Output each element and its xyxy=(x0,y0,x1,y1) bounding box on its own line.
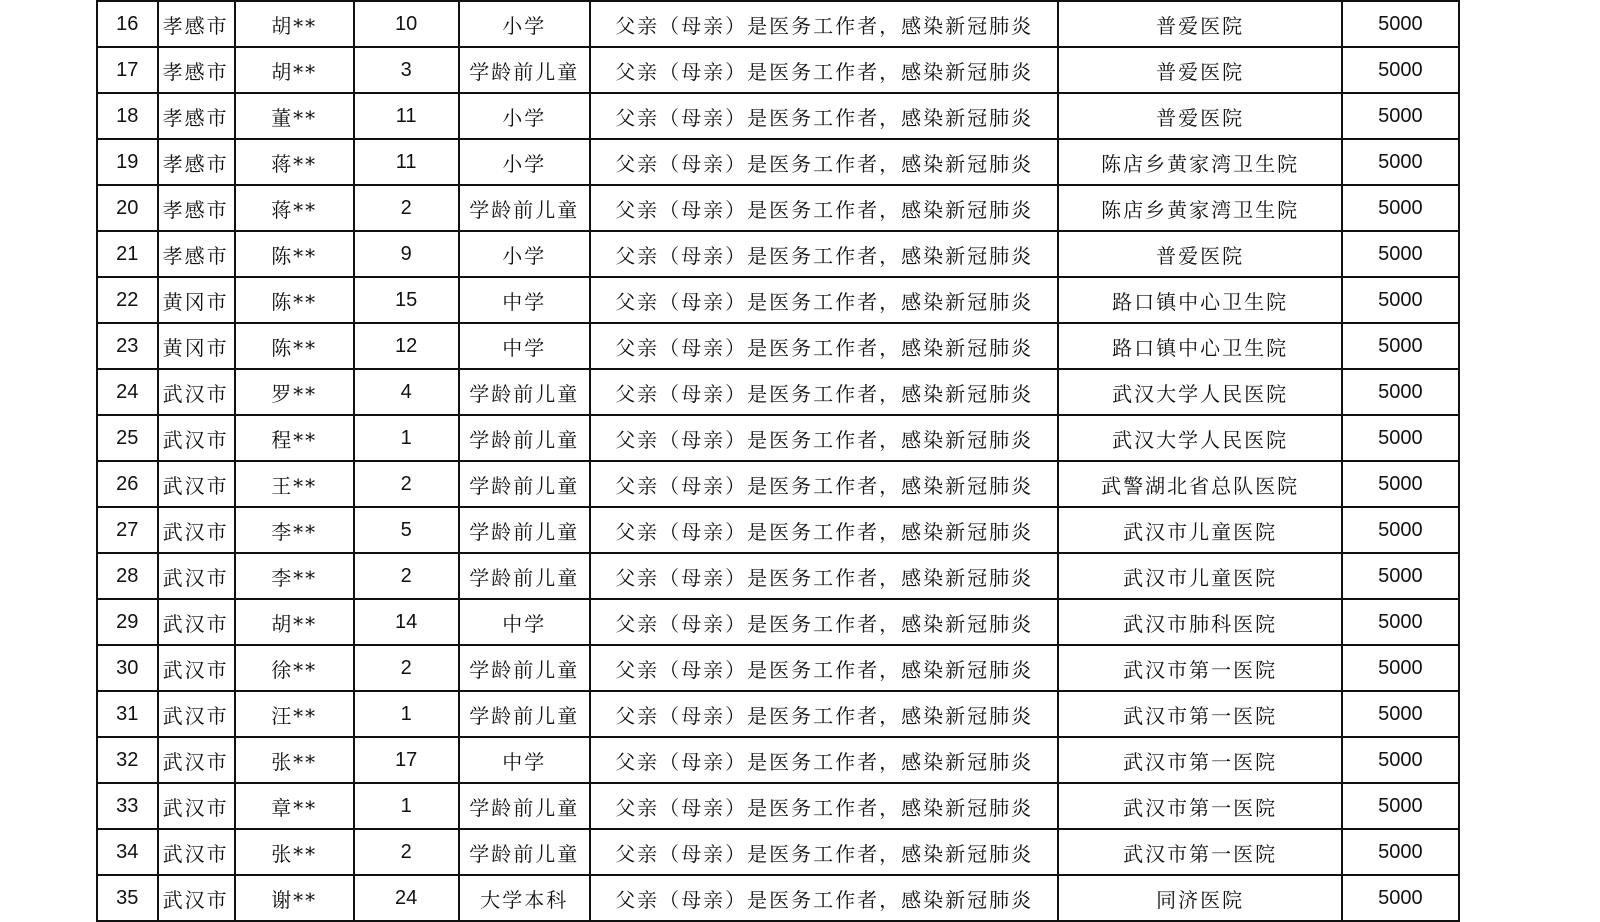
name-cell: 程** xyxy=(235,415,354,461)
reason-cell: 父亲（母亲）是医务工作者，感染新冠肺炎 xyxy=(590,829,1058,875)
amount-cell: 5000 xyxy=(1342,691,1459,737)
education-stage-cell: 小学 xyxy=(459,231,590,277)
hospital-cell: 武警湖北省总队医院 xyxy=(1058,461,1341,507)
age-cell: 2 xyxy=(354,553,459,599)
name-cell: 王** xyxy=(235,461,354,507)
hospital-cell: 武汉大学人民医院 xyxy=(1058,369,1341,415)
education-stage-cell: 学龄前儿童 xyxy=(459,829,590,875)
reason-cell: 父亲（母亲）是医务工作者，感染新冠肺炎 xyxy=(590,737,1058,783)
serial-number-cell: 34 xyxy=(97,829,158,875)
reason-cell: 父亲（母亲）是医务工作者，感染新冠肺炎 xyxy=(590,645,1058,691)
city-cell: 孝感市 xyxy=(158,139,235,185)
serial-number-cell: 27 xyxy=(97,507,158,553)
serial-number-cell: 33 xyxy=(97,783,158,829)
table-row xyxy=(97,277,1459,323)
age-cell: 11 xyxy=(354,139,459,185)
serial-number-cell: 22 xyxy=(97,277,158,323)
amount-cell: 5000 xyxy=(1342,599,1459,645)
name-cell: 张** xyxy=(235,737,354,783)
education-stage-cell: 学龄前儿童 xyxy=(459,369,590,415)
age-cell: 1 xyxy=(354,415,459,461)
name-cell: 章** xyxy=(235,783,354,829)
table-row xyxy=(97,645,1459,691)
name-cell: 徐** xyxy=(235,645,354,691)
table-row xyxy=(97,47,1459,93)
table-row xyxy=(97,553,1459,599)
amount-cell: 5000 xyxy=(1342,645,1459,691)
amount-cell: 5000 xyxy=(1342,875,1459,921)
reason-cell: 父亲（母亲）是医务工作者，感染新冠肺炎 xyxy=(590,47,1058,93)
city-cell: 武汉市 xyxy=(158,875,235,921)
education-stage-cell: 小学 xyxy=(459,1,590,47)
amount-cell: 5000 xyxy=(1342,829,1459,875)
amount-cell: 5000 xyxy=(1342,507,1459,553)
reason-cell: 父亲（母亲）是医务工作者，感染新冠肺炎 xyxy=(590,185,1058,231)
education-stage-cell: 学龄前儿童 xyxy=(459,507,590,553)
name-cell: 汪** xyxy=(235,691,354,737)
table-row xyxy=(97,461,1459,507)
serial-number-cell: 32 xyxy=(97,737,158,783)
amount-cell: 5000 xyxy=(1342,277,1459,323)
name-cell: 张** xyxy=(235,829,354,875)
serial-number-cell: 30 xyxy=(97,645,158,691)
hospital-cell: 武汉大学人民医院 xyxy=(1058,415,1341,461)
hospital-cell: 同济医院 xyxy=(1058,875,1341,921)
reason-cell: 父亲（母亲）是医务工作者，感染新冠肺炎 xyxy=(590,553,1058,599)
hospital-cell: 路口镇中心卫生院 xyxy=(1058,277,1341,323)
amount-cell: 5000 xyxy=(1342,553,1459,599)
city-cell: 孝感市 xyxy=(158,93,235,139)
name-cell: 董** xyxy=(235,93,354,139)
amount-cell: 5000 xyxy=(1342,185,1459,231)
education-stage-cell: 学龄前儿童 xyxy=(459,47,590,93)
age-cell: 4 xyxy=(354,369,459,415)
reason-cell: 父亲（母亲）是医务工作者，感染新冠肺炎 xyxy=(590,231,1058,277)
reason-cell: 父亲（母亲）是医务工作者，感染新冠肺炎 xyxy=(590,139,1058,185)
reason-cell: 父亲（母亲）是医务工作者，感染新冠肺炎 xyxy=(590,875,1058,921)
age-cell: 24 xyxy=(354,875,459,921)
hospital-cell: 陈店乡黄家湾卫生院 xyxy=(1058,139,1341,185)
city-cell: 武汉市 xyxy=(158,369,235,415)
amount-cell: 5000 xyxy=(1342,415,1459,461)
name-cell: 胡** xyxy=(235,47,354,93)
city-cell: 武汉市 xyxy=(158,829,235,875)
table-row xyxy=(97,1,1459,47)
city-cell: 武汉市 xyxy=(158,553,235,599)
education-stage-cell: 中学 xyxy=(459,323,590,369)
reason-cell: 父亲（母亲）是医务工作者，感染新冠肺炎 xyxy=(590,599,1058,645)
reason-cell: 父亲（母亲）是医务工作者，感染新冠肺炎 xyxy=(590,783,1058,829)
serial-number-cell: 18 xyxy=(97,93,158,139)
hospital-cell: 武汉市儿童医院 xyxy=(1058,553,1341,599)
name-cell: 罗** xyxy=(235,369,354,415)
reason-cell: 父亲（母亲）是医务工作者，感染新冠肺炎 xyxy=(590,461,1058,507)
serial-number-cell: 29 xyxy=(97,599,158,645)
hospital-cell: 普爱医院 xyxy=(1058,1,1341,47)
reason-cell: 父亲（母亲）是医务工作者，感染新冠肺炎 xyxy=(590,691,1058,737)
name-cell: 蒋** xyxy=(235,139,354,185)
education-stage-cell: 小学 xyxy=(459,93,590,139)
education-stage-cell: 小学 xyxy=(459,139,590,185)
table-row xyxy=(97,323,1459,369)
amount-cell: 5000 xyxy=(1342,1,1459,47)
city-cell: 孝感市 xyxy=(158,231,235,277)
age-cell: 1 xyxy=(354,691,459,737)
serial-number-cell: 17 xyxy=(97,47,158,93)
name-cell: 陈** xyxy=(235,323,354,369)
table-row xyxy=(97,599,1459,645)
amount-cell: 5000 xyxy=(1342,323,1459,369)
city-cell: 孝感市 xyxy=(158,185,235,231)
hospital-cell: 陈店乡黄家湾卫生院 xyxy=(1058,185,1341,231)
reason-cell: 父亲（母亲）是医务工作者，感染新冠肺炎 xyxy=(590,277,1058,323)
city-cell: 武汉市 xyxy=(158,645,235,691)
city-cell: 武汉市 xyxy=(158,737,235,783)
amount-cell: 5000 xyxy=(1342,783,1459,829)
hospital-cell: 普爱医院 xyxy=(1058,93,1341,139)
name-cell: 胡** xyxy=(235,1,354,47)
hospital-cell: 武汉市第一医院 xyxy=(1058,691,1341,737)
serial-number-cell: 28 xyxy=(97,553,158,599)
amount-cell: 5000 xyxy=(1342,737,1459,783)
city-cell: 黄冈市 xyxy=(158,323,235,369)
education-stage-cell: 学龄前儿童 xyxy=(459,553,590,599)
table-row xyxy=(97,415,1459,461)
hospital-cell: 武汉市第一医院 xyxy=(1058,783,1341,829)
hospital-cell: 武汉市肺科医院 xyxy=(1058,599,1341,645)
age-cell: 9 xyxy=(354,231,459,277)
table-row xyxy=(97,875,1459,921)
city-cell: 黄冈市 xyxy=(158,277,235,323)
hospital-cell: 武汉市第一医院 xyxy=(1058,645,1341,691)
age-cell: 15 xyxy=(354,277,459,323)
education-stage-cell: 学龄前儿童 xyxy=(459,415,590,461)
city-cell: 武汉市 xyxy=(158,783,235,829)
table-row xyxy=(97,691,1459,737)
amount-cell: 5000 xyxy=(1342,369,1459,415)
education-stage-cell: 中学 xyxy=(459,599,590,645)
amount-cell: 5000 xyxy=(1342,139,1459,185)
serial-number-cell: 20 xyxy=(97,185,158,231)
name-cell: 谢** xyxy=(235,875,354,921)
city-cell: 武汉市 xyxy=(158,461,235,507)
serial-number-cell: 31 xyxy=(97,691,158,737)
serial-number-cell: 16 xyxy=(97,1,158,47)
serial-number-cell: 21 xyxy=(97,231,158,277)
city-cell: 孝感市 xyxy=(158,47,235,93)
name-cell: 蒋** xyxy=(235,185,354,231)
table-body xyxy=(97,1,1459,921)
education-stage-cell: 中学 xyxy=(459,737,590,783)
reason-cell: 父亲（母亲）是医务工作者，感染新冠肺炎 xyxy=(590,415,1058,461)
amount-cell: 5000 xyxy=(1342,461,1459,507)
aid-recipient-table xyxy=(96,0,1460,922)
serial-number-cell: 26 xyxy=(97,461,158,507)
city-cell: 武汉市 xyxy=(158,415,235,461)
reason-cell: 父亲（母亲）是医务工作者，感染新冠肺炎 xyxy=(590,369,1058,415)
amount-cell: 5000 xyxy=(1342,47,1459,93)
name-cell: 李** xyxy=(235,507,354,553)
age-cell: 14 xyxy=(354,599,459,645)
name-cell: 李** xyxy=(235,553,354,599)
age-cell: 2 xyxy=(354,645,459,691)
age-cell: 10 xyxy=(354,1,459,47)
name-cell: 陈** xyxy=(235,231,354,277)
serial-number-cell: 24 xyxy=(97,369,158,415)
hospital-cell: 路口镇中心卫生院 xyxy=(1058,323,1341,369)
serial-number-cell: 25 xyxy=(97,415,158,461)
education-stage-cell: 大学本科 xyxy=(459,875,590,921)
education-stage-cell: 学龄前儿童 xyxy=(459,185,590,231)
age-cell: 11 xyxy=(354,93,459,139)
serial-number-cell: 35 xyxy=(97,875,158,921)
table-row xyxy=(97,185,1459,231)
age-cell: 2 xyxy=(354,829,459,875)
serial-number-cell: 19 xyxy=(97,139,158,185)
table-row xyxy=(97,139,1459,185)
hospital-cell: 武汉市儿童医院 xyxy=(1058,507,1341,553)
city-cell: 武汉市 xyxy=(158,599,235,645)
table-row xyxy=(97,93,1459,139)
education-stage-cell: 学龄前儿童 xyxy=(459,691,590,737)
age-cell: 3 xyxy=(354,47,459,93)
age-cell: 1 xyxy=(354,783,459,829)
name-cell: 胡** xyxy=(235,599,354,645)
age-cell: 12 xyxy=(354,323,459,369)
hospital-cell: 普爱医院 xyxy=(1058,47,1341,93)
age-cell: 17 xyxy=(354,737,459,783)
reason-cell: 父亲（母亲）是医务工作者，感染新冠肺炎 xyxy=(590,323,1058,369)
table-row xyxy=(97,369,1459,415)
reason-cell: 父亲（母亲）是医务工作者，感染新冠肺炎 xyxy=(590,507,1058,553)
reason-cell: 父亲（母亲）是医务工作者，感染新冠肺炎 xyxy=(590,93,1058,139)
education-stage-cell: 中学 xyxy=(459,277,590,323)
age-cell: 2 xyxy=(354,461,459,507)
education-stage-cell: 学龄前儿童 xyxy=(459,645,590,691)
reason-cell: 父亲（母亲）是医务工作者，感染新冠肺炎 xyxy=(590,1,1058,47)
education-stage-cell: 学龄前儿童 xyxy=(459,783,590,829)
hospital-cell: 武汉市第一医院 xyxy=(1058,829,1341,875)
table-row xyxy=(97,507,1459,553)
education-stage-cell: 学龄前儿童 xyxy=(459,461,590,507)
city-cell: 武汉市 xyxy=(158,691,235,737)
name-cell: 陈** xyxy=(235,277,354,323)
table-row xyxy=(97,231,1459,277)
age-cell: 5 xyxy=(354,507,459,553)
age-cell: 2 xyxy=(354,185,459,231)
city-cell: 武汉市 xyxy=(158,507,235,553)
serial-number-cell: 23 xyxy=(97,323,158,369)
amount-cell: 5000 xyxy=(1342,231,1459,277)
city-cell: 孝感市 xyxy=(158,1,235,47)
table-row xyxy=(97,783,1459,829)
amount-cell: 5000 xyxy=(1342,93,1459,139)
hospital-cell: 普爱医院 xyxy=(1058,231,1341,277)
hospital-cell: 武汉市第一医院 xyxy=(1058,737,1341,783)
table-row xyxy=(97,829,1459,875)
table-row xyxy=(97,737,1459,783)
